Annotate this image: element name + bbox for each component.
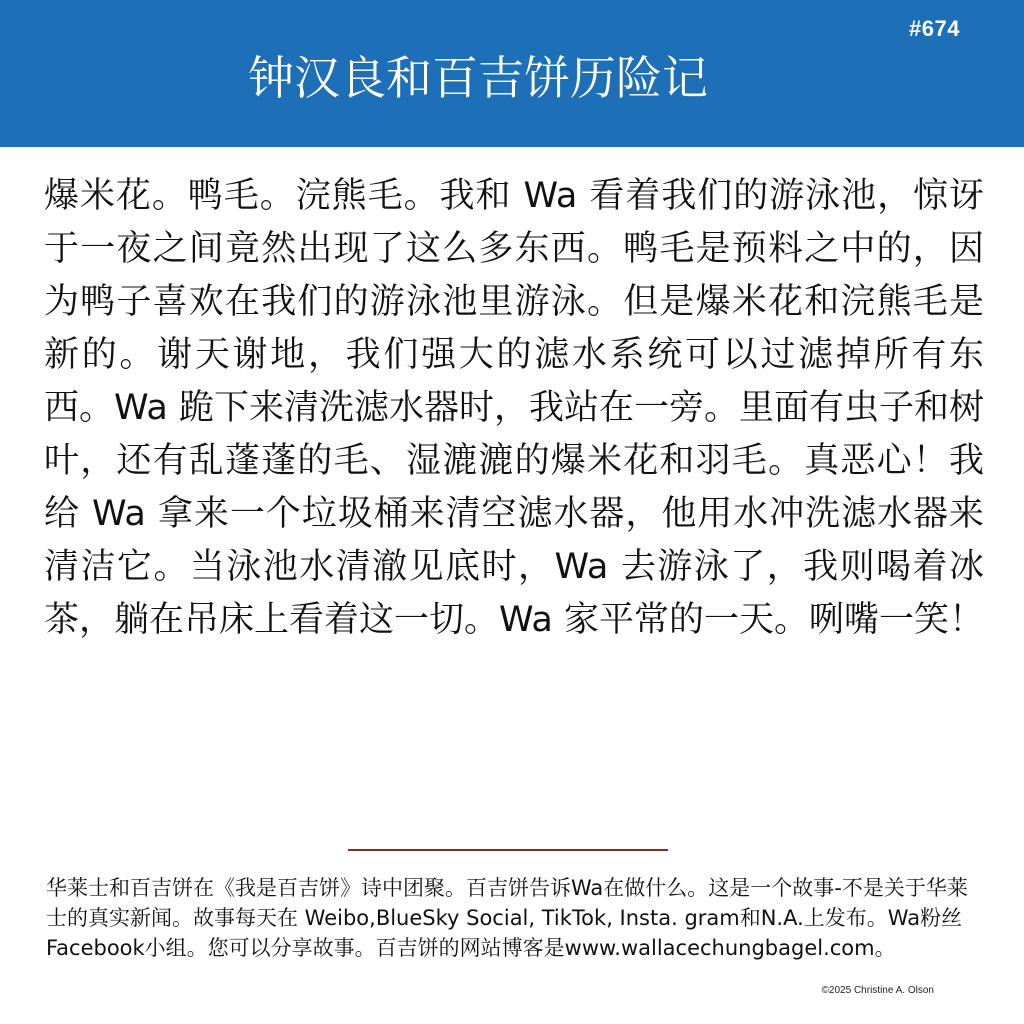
copyright: ©2025 Christine A. Olson <box>821 985 934 996</box>
episode-number: #674 <box>909 16 960 41</box>
story-text: 爆米花。鸭毛。浣熊毛。我和 Wa 看着我们的游泳池，惊讶于一夜之间竟然出现了这么多东西。鸭毛是预料之中的，因为鸭子喜欢在我们的游泳池里游泳。但是爆米花和浣熊毛是新的。谢天谢地，我们强大的滤水系统可以过滤掉所有东西。Wa 跪下来清洗滤水器时，我站在一旁。里面有虫子和树叶，还有乱蓬蓬的毛、湿漉漉的爆米花和羽毛。真恶心！我给 Wa 拿来一个垃圾桶来清空滤水器，他用水冲洗滤水器来清洁它。当泳池水清澈见底时，Wa 去游泳了，我则喝着冰茶，躺在吊床上看着这一切。Wa 家平常的一天。咧嘴一笑！ <box>44 176 984 640</box>
footer-note: 华莱士和百吉饼在《我是百吉饼》诗中团聚。百吉饼告诉Wa在做什么。这是一个故事-不是关于华莱士的真实新闻。故事每天在 Weibo,BlueSky Social, TikTok, Insta. gram和N.A.上发布。Wa粉丝Facebook小组。您可以分享故事。百吉饼的网站博客是www.wallacechungbagel.com。 <box>46 876 968 960</box>
page-title: 钟汉良和百吉饼历险记 <box>248 51 708 105</box>
divider <box>348 849 668 851</box>
header-banner <box>0 0 1024 147</box>
